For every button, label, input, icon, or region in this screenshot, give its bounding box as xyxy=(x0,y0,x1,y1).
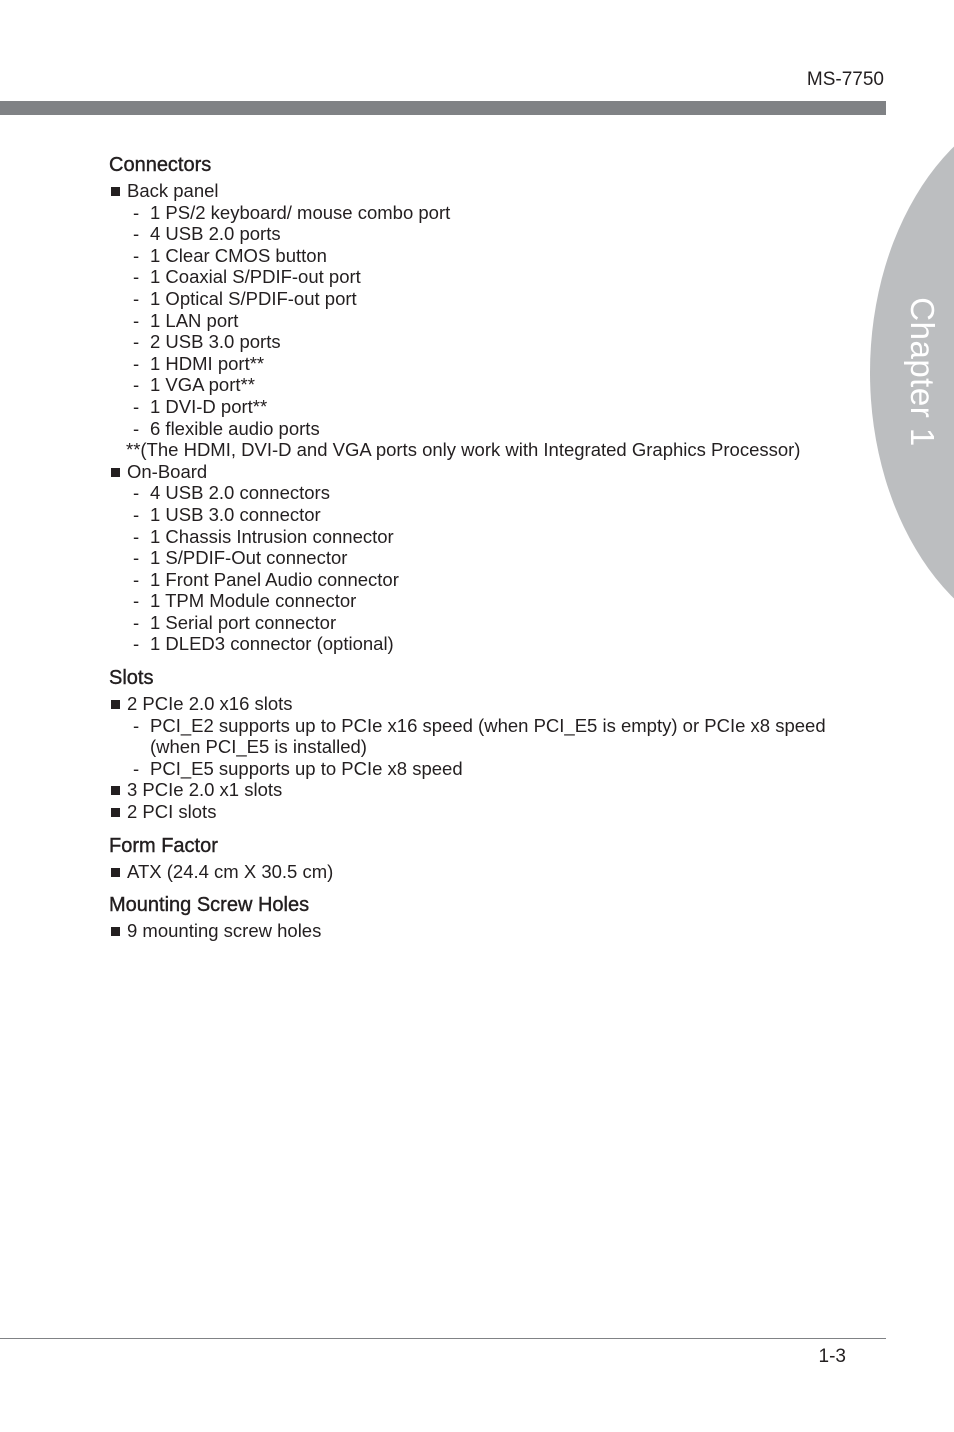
section-heading: Form Factor xyxy=(109,834,218,857)
model-number: MS-7750 xyxy=(806,69,884,90)
section-heading: Mounting Screw Holes xyxy=(109,894,310,917)
bullet-item xyxy=(109,861,854,883)
item-text: 1 TPM Module connector xyxy=(150,590,357,612)
square-bullet-icon xyxy=(111,468,120,477)
section-mounting-screw-holes xyxy=(109,890,854,942)
sub-item xyxy=(109,396,854,418)
item-text: 1 HDMI port** xyxy=(150,352,265,374)
dash-marker: - xyxy=(133,547,140,569)
dash-marker: - xyxy=(133,287,140,309)
sub-item xyxy=(109,736,854,758)
spec-content xyxy=(109,150,854,950)
dash-marker: - xyxy=(133,417,140,439)
item-text: 2 PCIe 2.0 x16 slots xyxy=(127,693,293,715)
item-text: 1 USB 3.0 connector xyxy=(150,503,321,525)
item-text: 4 USB 2.0 connectors xyxy=(150,482,330,504)
section-heading: Slots xyxy=(109,667,154,690)
page-number: 1-3 xyxy=(818,1346,846,1367)
sub-item xyxy=(109,758,854,780)
item-text: PCI_E5 supports up to PCIe x8 speed xyxy=(150,757,463,779)
chapter-tab-label: Chapter 1 xyxy=(904,297,941,447)
sub-item xyxy=(109,202,854,224)
footer-rule xyxy=(0,1338,886,1339)
sub-item xyxy=(109,418,854,440)
square-bullet-icon xyxy=(111,927,120,936)
section-heading: Connectors xyxy=(109,154,212,176)
sub-item xyxy=(109,633,854,655)
bullet-item xyxy=(109,180,854,202)
dash-marker: - xyxy=(133,201,140,223)
section-slots xyxy=(109,663,854,823)
sub-item xyxy=(109,612,854,634)
dash-marker: - xyxy=(133,223,140,245)
square-bullet-icon xyxy=(111,808,120,817)
sub-item xyxy=(109,590,854,612)
item-text: On-Board xyxy=(127,460,208,482)
item-text: (when PCI_E5 is installed) xyxy=(150,736,367,758)
square-bullet-icon xyxy=(111,868,120,877)
header-bar xyxy=(0,101,886,115)
item-text: 1 DVI-D port** xyxy=(150,395,268,417)
sub-item xyxy=(109,310,854,332)
sub-item xyxy=(109,223,854,245)
dash-marker: - xyxy=(133,568,140,590)
item-text: 1 Clear CMOS button xyxy=(150,244,327,266)
section-connectors xyxy=(109,150,854,655)
dash-marker: - xyxy=(133,611,140,633)
item-text: 1 DLED3 connector (optional) xyxy=(150,633,394,655)
dash-marker: - xyxy=(133,352,140,374)
bullet-item xyxy=(109,693,854,715)
sub-item xyxy=(109,374,854,396)
item-text: 1 VGA port** xyxy=(150,374,255,396)
dash-marker: - xyxy=(133,309,140,331)
bullet-item xyxy=(109,779,854,801)
sub-item xyxy=(109,715,854,737)
item-text: 2 PCI slots xyxy=(127,801,217,823)
item-text: 6 flexible audio ports xyxy=(150,417,320,439)
sub-item xyxy=(109,526,854,548)
dash-marker: - xyxy=(133,266,140,288)
item-text: 3 PCIe 2.0 x1 slots xyxy=(127,779,283,801)
square-bullet-icon xyxy=(111,187,120,196)
square-bullet-icon xyxy=(111,700,120,709)
item-text: 1 Coaxial S/PDIF-out port xyxy=(150,266,361,288)
item-text: 1 Optical S/PDIF-out port xyxy=(150,287,357,309)
dash-marker: - xyxy=(133,395,140,417)
dash-marker: - xyxy=(133,503,140,525)
item-text: PCI_E2 supports up to PCIe x16 speed (when PCI_E5 is empty) or PCIe x8 speed xyxy=(150,714,826,736)
sub-item xyxy=(109,331,854,353)
square-bullet-icon xyxy=(111,786,120,795)
item-text: ATX (24.4 cm X 30.5 cm) xyxy=(127,860,334,882)
sub-item xyxy=(109,266,854,288)
dash-marker: - xyxy=(133,714,140,736)
section-form-factor xyxy=(109,831,854,883)
footnote xyxy=(109,439,854,461)
item-text: Back panel xyxy=(127,180,219,201)
dash-marker: - xyxy=(133,525,140,547)
item-text: 1 Chassis Intrusion connector xyxy=(150,525,394,547)
sub-item xyxy=(109,569,854,591)
item-text: 4 USB 2.0 ports xyxy=(150,223,281,245)
sub-item xyxy=(109,482,854,504)
item-text: **(The HDMI, DVI-D and VGA ports only work with Integrated Graphics Processor) xyxy=(126,439,801,461)
item-text: 1 LAN port xyxy=(150,309,239,331)
item-text: 1 PS/2 keyboard/ mouse combo port xyxy=(150,201,451,223)
bullet-item xyxy=(109,920,854,942)
dash-marker: - xyxy=(133,244,140,266)
item-text: 1 S/PDIF-Out connector xyxy=(150,547,348,569)
dash-marker: - xyxy=(133,374,140,396)
dash-marker: - xyxy=(133,757,140,779)
dash-marker: - xyxy=(133,633,140,655)
bullet-item xyxy=(109,461,854,483)
sub-item xyxy=(109,547,854,569)
sub-item xyxy=(109,288,854,310)
sub-item xyxy=(109,504,854,526)
item-text: 1 Front Panel Audio connector xyxy=(150,568,399,590)
item-text: 2 USB 3.0 ports xyxy=(150,331,281,353)
item-text: 9 mounting screw holes xyxy=(127,920,322,942)
dash-marker: - xyxy=(133,331,140,353)
dash-marker: - xyxy=(133,482,140,504)
bullet-item xyxy=(109,801,854,823)
dash-marker: - xyxy=(133,590,140,612)
sub-item xyxy=(109,353,854,375)
sub-item xyxy=(109,245,854,267)
item-text: 1 Serial port connector xyxy=(150,611,337,633)
